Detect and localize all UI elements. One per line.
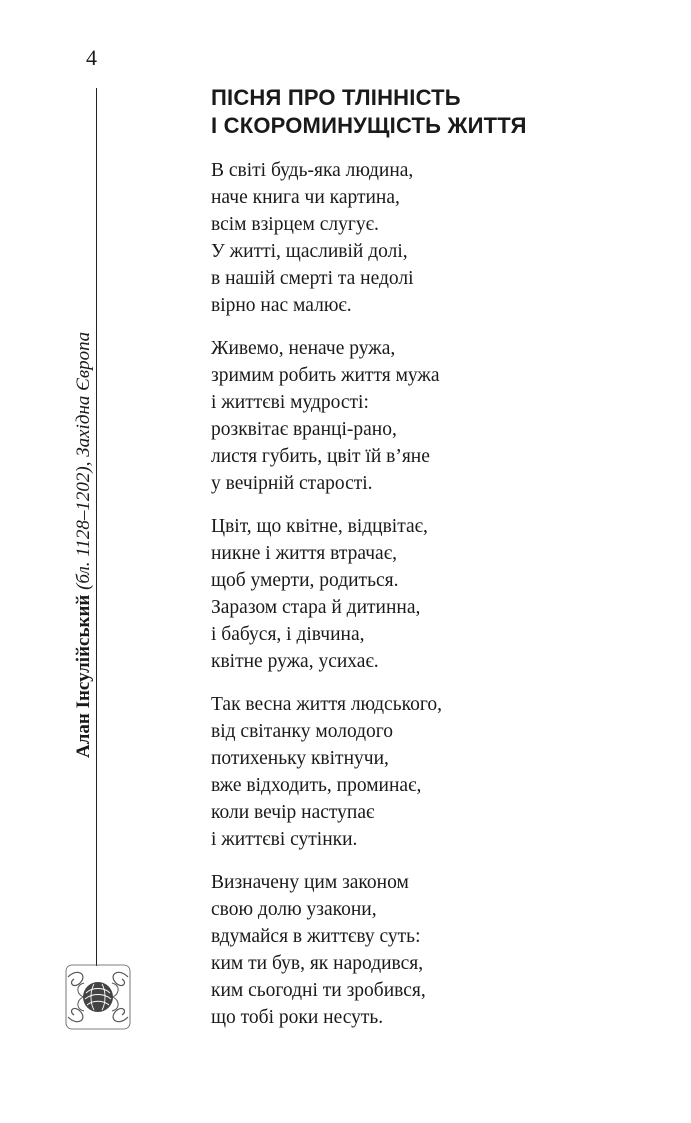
poem-title: [211, 84, 527, 140]
poem-line: щоб умерти, родиться.: [211, 570, 399, 591]
poem-line: ким ти був, як народився,: [211, 953, 424, 974]
poem-line: зримим робить життя мужа: [211, 365, 440, 386]
poem-line: вірно нас малює.: [211, 295, 352, 316]
poem-line: розквітає вранці-рано,: [211, 419, 397, 440]
poem-line: В світі будь-яка людина,: [211, 160, 414, 181]
poem-line: вдумайся в життєву суть:: [211, 926, 421, 947]
poem-line: Так весна життя людського,: [211, 694, 442, 715]
running-header-region: Західна Європа: [73, 331, 94, 457]
poem-line: квітне ружа, усихає.: [211, 651, 379, 672]
poem-line: у вечірній старості.: [211, 473, 373, 494]
poem-line: наче книга чи картина,: [211, 187, 400, 208]
stanza-5: [211, 869, 442, 1031]
poem-line: і життєві сутінки.: [211, 829, 358, 850]
running-header-author: Алан Інсулійський: [73, 594, 94, 758]
stanza-1: [211, 157, 442, 319]
poem-line: потихеньку квітнучи,: [211, 748, 389, 769]
poem-line: никне і життя втрачає,: [211, 543, 397, 564]
running-header: [72, 332, 96, 758]
poem-line: Цвіт, що квітне, відцвітає,: [211, 516, 428, 537]
running-header-separator: ,: [73, 461, 94, 467]
stanza-4: [211, 691, 442, 853]
poem-line: коли вечір наступає: [211, 802, 375, 823]
poem-title-line-1: ПІСНЯ ПРО ТЛІННІСТЬ: [211, 85, 461, 110]
poem-line: ким сьогодні ти зробився,: [211, 980, 426, 1001]
margin-rule: [96, 88, 97, 966]
floral-ornament-icon: [64, 963, 132, 1031]
poem-body: [211, 157, 442, 1047]
poem-line: листя губить, цвіт їй в’яне: [211, 446, 430, 467]
poem-line: і бабуся, і дівчина,: [211, 624, 365, 645]
poem-line: Живемо, неначе ружа,: [211, 338, 396, 359]
poem-line: і життєві мудрості:: [211, 392, 369, 413]
stanza-3: [211, 513, 442, 675]
poem-line: У житті, щасливій долі,: [211, 241, 408, 262]
poem-line: всім взірцем слугує.: [211, 214, 379, 235]
page-number: 4: [86, 45, 97, 70]
poem-line: вже відходить, проминає,: [211, 775, 422, 796]
poem-line: що тобі роки несуть.: [211, 1007, 384, 1028]
stanza-2: [211, 335, 442, 497]
running-header-dates: (бл. 1128–1202): [73, 466, 94, 590]
poem-line: Визначену цим законом: [211, 872, 409, 893]
poem-line: свою долю узакони,: [211, 899, 377, 920]
poem-line: в нашій смерті та недолі: [211, 268, 414, 289]
poem-line: Заразом стара й дитинна,: [211, 597, 421, 618]
poem-line: від світанку молодого: [211, 721, 394, 742]
poem-title-line-2: І СКОРОМИНУЩІСТЬ ЖИТТЯ: [211, 113, 527, 138]
